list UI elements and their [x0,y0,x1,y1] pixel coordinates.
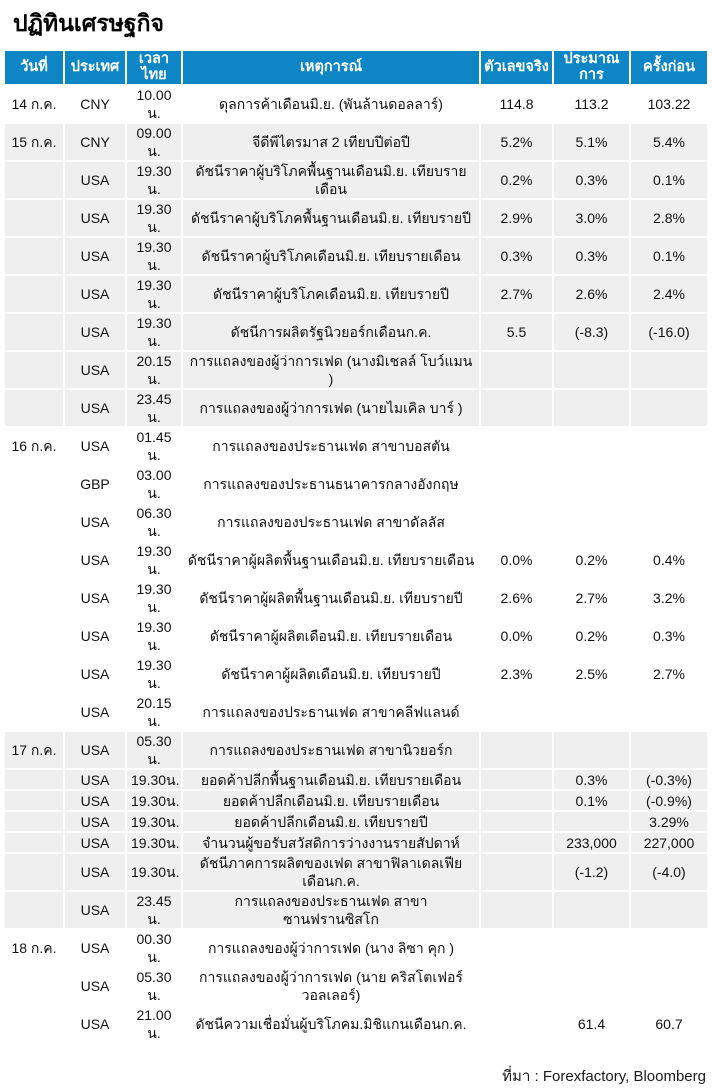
cell-event: ดัชนีความเชื่อมั่นผู้บริโภคม.มิชิแกนเดือนก.ค. [183,1006,479,1042]
cell-country: USA [65,352,125,388]
cell-event: ดัชนีราคาผู้บริโภคเดือนมิ.ย. เทียบรายปี [183,276,479,312]
cell-country: USA [65,968,125,1004]
table-row [5,1006,707,1042]
cell-forecast: 3.0% [554,200,629,236]
cell-actual: 2.7% [481,276,552,312]
table-row [5,656,707,692]
table-row [5,86,707,122]
cell-event: ยอดค้าปลีกเดือนมิ.ย. เทียบรายปี [183,812,479,831]
cell-country: USA [65,892,125,928]
cell-actual [481,352,552,388]
cell-previous: (-0.9%) [631,791,707,810]
cell-previous: 2.8% [631,200,707,236]
cell-country: USA [65,390,125,426]
cell-event: การแถลงของผู้ว่าการเฟด (นางมิเชลล์ โบว์แมน ) [183,352,479,388]
cell-country: USA [65,504,125,540]
cell-forecast [554,812,629,831]
cell-date [5,694,63,730]
cell-time: 19.30 น. [127,542,181,578]
table-row [5,238,707,274]
cell-event: การแถลงของประธานเฟด สาขาดัลลัส [183,504,479,540]
cell-actual [481,428,552,464]
cell-forecast [554,892,629,928]
cell-actual: 114.8 [481,86,552,122]
cell-date [5,812,63,831]
cell-time: 03.00 น. [127,466,181,502]
cell-event: ยอดค้าปลีกพื้นฐานเดือนมิ.ย. เทียบรายเดือน [183,770,479,789]
cell-event: การแถลงของผู้ว่าการเฟด (นาย คริสโตเฟอร์ วอลเลอร์) [183,968,479,1004]
cell-previous: 0.1% [631,162,707,198]
cell-country: USA [65,694,125,730]
cell-date [5,791,63,810]
cell-previous: 60.7 [631,1006,707,1042]
cell-country: USA [65,580,125,616]
cell-time: 19.30 น. [127,314,181,350]
cell-event: ดัชนีราคาผู้ผลิตพื้นฐานเดือนมิ.ย. เทียบรายเดือน [183,542,479,578]
cell-country: USA [65,833,125,852]
cell-previous [631,504,707,540]
table-row [5,968,707,1004]
cell-previous: 5.4% [631,124,707,160]
cell-forecast: 0.2% [554,542,629,578]
cell-previous: 103.22 [631,86,707,122]
cell-previous [631,892,707,928]
table-row [5,812,707,831]
table-row [5,770,707,789]
cell-date [5,276,63,312]
cell-actual [481,504,552,540]
cell-event: ดัชนีราคาผู้บริโภคพื้นฐานเดือนมิ.ย. เทียบรายปี [183,200,479,236]
cell-previous [631,390,707,426]
cell-time: 09.00 น. [127,124,181,160]
cell-actual: 5.2% [481,124,552,160]
cell-date [5,466,63,502]
cell-country: USA [65,812,125,831]
cell-actual [481,732,552,768]
cell-country: USA [65,770,125,789]
cell-date [5,854,63,890]
table-row [5,833,707,852]
cell-previous [631,732,707,768]
cell-time: 19.30น. [127,770,181,789]
cell-date [5,542,63,578]
cell-forecast: 0.3% [554,162,629,198]
cell-country: USA [65,276,125,312]
column-header-forecast: ประมาณการ [554,51,629,85]
column-header-time: เวลาไทย [127,51,181,85]
cell-country: USA [65,618,125,654]
cell-time: 21.00 น. [127,1006,181,1042]
table-row [5,854,707,890]
cell-actual: 0.2% [481,162,552,198]
column-header-actual: ตัวเลขจริง [481,51,552,85]
cell-time: 06.30 น. [127,504,181,540]
cell-actual: 0.0% [481,618,552,654]
cell-actual [481,694,552,730]
cell-event: การแถลงของประธานเฟด สาขาซานฟรานซิสโก [183,892,479,928]
cell-actual: 2.9% [481,200,552,236]
cell-previous: 227,000 [631,833,707,852]
cell-actual [481,770,552,789]
cell-previous: 3.29% [631,812,707,831]
cell-time: 19.30 น. [127,200,181,236]
cell-forecast: 233,000 [554,833,629,852]
cell-event: การแถลงของประธานเฟด สาขาคลีฟแลนด์ [183,694,479,730]
cell-time: 00.30 น. [127,930,181,966]
table-row [5,732,707,768]
cell-event: ดัชนีราคาผู้ผลิตเดือนมิ.ย. เทียบรายปี [183,656,479,692]
cell-actual: 5.5 [481,314,552,350]
cell-event: จำนวนผู้ขอรับสวัสดิการว่างงานรายสัปดาห์ [183,833,479,852]
cell-country: USA [65,200,125,236]
cell-date [5,200,63,236]
cell-actual: 2.6% [481,580,552,616]
cell-time: 19.30 น. [127,162,181,198]
cell-forecast: 2.5% [554,656,629,692]
cell-forecast: 0.3% [554,238,629,274]
cell-time: 19.30 น. [127,238,181,274]
cell-event: จีดีพีไตรมาส 2 เทียบปีต่อปี [183,124,479,160]
cell-date: 16 ก.ค. [5,428,63,464]
column-header-event: เหตุการณ์ [183,51,479,85]
cell-time: 19.30น. [127,812,181,831]
cell-country: CNY [65,86,125,122]
cell-country: USA [65,1006,125,1042]
table-row [5,930,707,966]
cell-forecast [554,352,629,388]
cell-time: 19.30 น. [127,656,181,692]
column-header-previous: ครั้งก่อน [631,51,707,85]
cell-date [5,504,63,540]
table-row [5,618,707,654]
cell-event: การแถลงของผู้ว่าการเฟด (นาง ลิซา คุก ) [183,930,479,966]
cell-time: 01.45 น. [127,428,181,464]
economic-calendar-table [3,49,709,1045]
cell-previous [631,968,707,1004]
cell-time: 19.30น. [127,833,181,852]
cell-country: USA [65,791,125,810]
cell-country: USA [65,314,125,350]
table-row [5,791,707,810]
cell-actual [481,930,552,966]
cell-forecast: 0.1% [554,791,629,810]
cell-time: 20.15 น. [127,694,181,730]
cell-event: ดัชนีการผลิตรัฐนิวยอร์กเดือนก.ค. [183,314,479,350]
cell-date [5,618,63,654]
cell-event: การแถลงของผู้ว่าการเฟด (นายไมเคิล บาร์ ) [183,390,479,426]
cell-actual: 0.3% [481,238,552,274]
table-row [5,504,707,540]
cell-forecast [554,732,629,768]
cell-time: 23.45 น. [127,390,181,426]
cell-date [5,238,63,274]
page-title: ปฏิทินเศรษฐกิจ [13,10,164,36]
cell-forecast [554,390,629,426]
cell-previous: 2.4% [631,276,707,312]
cell-actual [481,833,552,852]
cell-date: 15 ก.ค. [5,124,63,160]
cell-actual: 2.3% [481,656,552,692]
cell-previous: (-0.3%) [631,770,707,789]
cell-forecast: 2.6% [554,276,629,312]
economic-calendar-page [0,10,712,1088]
cell-actual [481,791,552,810]
cell-date [5,1006,63,1042]
cell-time: 05.30 น. [127,968,181,1004]
cell-previous [631,930,707,966]
cell-time: 19.30 น. [127,580,181,616]
cell-actual [481,968,552,1004]
cell-actual [481,892,552,928]
cell-country: USA [65,930,125,966]
cell-country: USA [65,428,125,464]
cell-forecast [554,968,629,1004]
cell-previous: 2.7% [631,656,707,692]
cell-time: 19.30 น. [127,618,181,654]
table-row [5,276,707,312]
table-row [5,124,707,160]
cell-actual [481,812,552,831]
cell-time: 19.30 น. [127,276,181,312]
cell-forecast: 61.4 [554,1006,629,1042]
cell-country: USA [65,732,125,768]
cell-date [5,580,63,616]
cell-forecast [554,504,629,540]
cell-country: USA [65,542,125,578]
cell-date [5,162,63,198]
table-row [5,466,707,502]
cell-country: USA [65,854,125,890]
cell-forecast: (-1.2) [554,854,629,890]
cell-date [5,968,63,1004]
cell-time: 19.30น. [127,791,181,810]
table-row [5,428,707,464]
table-row [5,162,707,198]
cell-previous: 3.2% [631,580,707,616]
cell-event: ดัชนีราคาผู้ผลิตเดือนมิ.ย. เทียบรายเดือน [183,618,479,654]
cell-event: ดัชนีราคาผู้ผลิตพื้นฐานเดือนมิ.ย. เทียบรายปี [183,580,479,616]
cell-country: GBP [65,466,125,502]
column-header-date: วันที่ [5,51,63,85]
cell-previous: (-4.0) [631,854,707,890]
table-row [5,390,707,426]
cell-country: USA [65,656,125,692]
cell-date [5,770,63,789]
cell-time: 19.30น. [127,854,181,890]
cell-event: ดุลการค้าเดือนมิ.ย. (พันล้านดอลลาร์) [183,86,479,122]
cell-previous: 0.3% [631,618,707,654]
cell-time: 23.45 น. [127,892,181,928]
cell-event: การแถลงของประธานเฟด สาขาบอสตัน [183,428,479,464]
cell-forecast: 0.3% [554,770,629,789]
table-row [5,694,707,730]
cell-previous [631,352,707,388]
cell-actual [481,466,552,502]
cell-forecast [554,466,629,502]
cell-date [5,833,63,852]
table-row [5,352,707,388]
cell-date [5,352,63,388]
cell-previous [631,466,707,502]
table-row [5,200,707,236]
cell-event: ดัชนีราคาผู้บริโภคพื้นฐานเดือนมิ.ย. เทียบรายเดือน [183,162,479,198]
cell-forecast [554,930,629,966]
cell-event: ดัชนีราคาผู้บริโภคเดือนมิ.ย. เทียบรายเดือน [183,238,479,274]
cell-event: ยอดค้าปลีกเดือนมิ.ย. เทียบรายเดือน [183,791,479,810]
cell-actual: 0.0% [481,542,552,578]
cell-country: USA [65,162,125,198]
cell-event: การแถลงของประธานธนาคารกลางอังกฤษ [183,466,479,502]
cell-actual [481,854,552,890]
cell-date: 18 ก.ค. [5,930,63,966]
column-header-country: ประเทศ [65,51,125,85]
cell-time: 10.00 น. [127,86,181,122]
cell-date [5,390,63,426]
cell-date [5,892,63,928]
cell-country: CNY [65,124,125,160]
cell-forecast [554,428,629,464]
cell-date [5,656,63,692]
cell-event: การแถลงของประธานเฟด สาขานิวยอร์ก [183,732,479,768]
cell-previous: 0.1% [631,238,707,274]
cell-actual [481,390,552,426]
cell-forecast: 0.2% [554,618,629,654]
cell-date: 14 ก.ค. [5,86,63,122]
cell-forecast: 2.7% [554,580,629,616]
cell-previous: (-16.0) [631,314,707,350]
table-row [5,314,707,350]
table-row [5,892,707,928]
cell-time: 20.15 น. [127,352,181,388]
cell-time: 05.30 น. [127,732,181,768]
cell-country: USA [65,238,125,274]
cell-forecast: 113.2 [554,86,629,122]
cell-date: 17 ก.ค. [5,732,63,768]
table-row [5,542,707,578]
cell-event: ดัชนีภาคการผลิตของเฟด สาขาฟิลาเดลเฟียเดือนก.ค. [183,854,479,890]
cell-actual [481,1006,552,1042]
cell-forecast [554,694,629,730]
cell-forecast: (-8.3) [554,314,629,350]
source-note: ที่มา : Forexfactory, Bloomberg [502,1068,706,1086]
cell-date [5,314,63,350]
table-row [5,580,707,616]
cell-previous [631,694,707,730]
table-header-row [5,51,707,85]
cell-previous: 0.4% [631,542,707,578]
cell-previous [631,428,707,464]
cell-forecast: 5.1% [554,124,629,160]
